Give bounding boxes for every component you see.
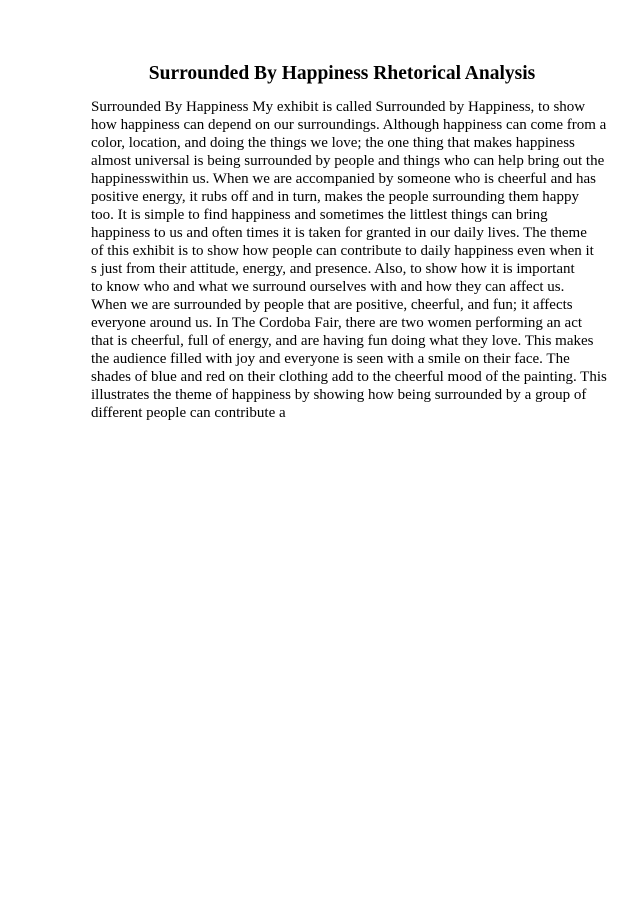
body-line: shades of blue and red on their clothing add to the cheerful mood of the painting. This bbox=[91, 369, 607, 385]
body-line: to know who and what we surround ourselves with and how they can affect us. bbox=[91, 279, 565, 295]
body-line: the audience filled with joy and everyone is seen with a smile on their face. The bbox=[91, 351, 570, 367]
body-line: different people can contribute a bbox=[91, 405, 286, 421]
document-title: Surrounded By Happiness Rhetorical Analysis bbox=[148, 63, 536, 84]
body-line: When we are surrounded by people that are positive, cheerful, and fun; it affects bbox=[91, 297, 573, 313]
body-line: everyone around us. In The Cordoba Fair, there are two women performing an act bbox=[91, 315, 583, 331]
body-line: almost universal is being surrounded by people and things who can help bring out the bbox=[91, 153, 605, 169]
body-line: positive energy, it rubs off and in turn, makes the people surrounding them happy bbox=[91, 189, 579, 205]
body-line: color, location, and doing the things we love; the one thing that makes happiness bbox=[91, 135, 575, 151]
document-body bbox=[91, 98, 611, 422]
body-line: happiness to us and often times it is taken for granted in our daily lives. The theme bbox=[91, 225, 587, 241]
body-line: how happiness can depend on our surroundings. Although happiness can come from a bbox=[91, 117, 607, 133]
body-line: too. It is simple to find happiness and sometimes the littlest things can bring bbox=[91, 207, 548, 223]
body-line: that is cheerful, full of energy, and are having fun doing what they love. This makes bbox=[91, 333, 594, 349]
body-line: happinesswithin us. When we are accompanied by someone who is cheerful and has bbox=[91, 171, 596, 187]
body-line: s just from their attitude, energy, and presence. Also, to show how it is important bbox=[91, 261, 575, 277]
body-line: Surrounded By Happiness My exhibit is called Surrounded by Happiness, to show bbox=[91, 99, 586, 115]
body-line: of this exhibit is to show how people can contribute to daily happiness even when it bbox=[91, 243, 594, 259]
body-line: illustrates the theme of happiness by showing how being surrounded by a group of bbox=[91, 387, 587, 403]
